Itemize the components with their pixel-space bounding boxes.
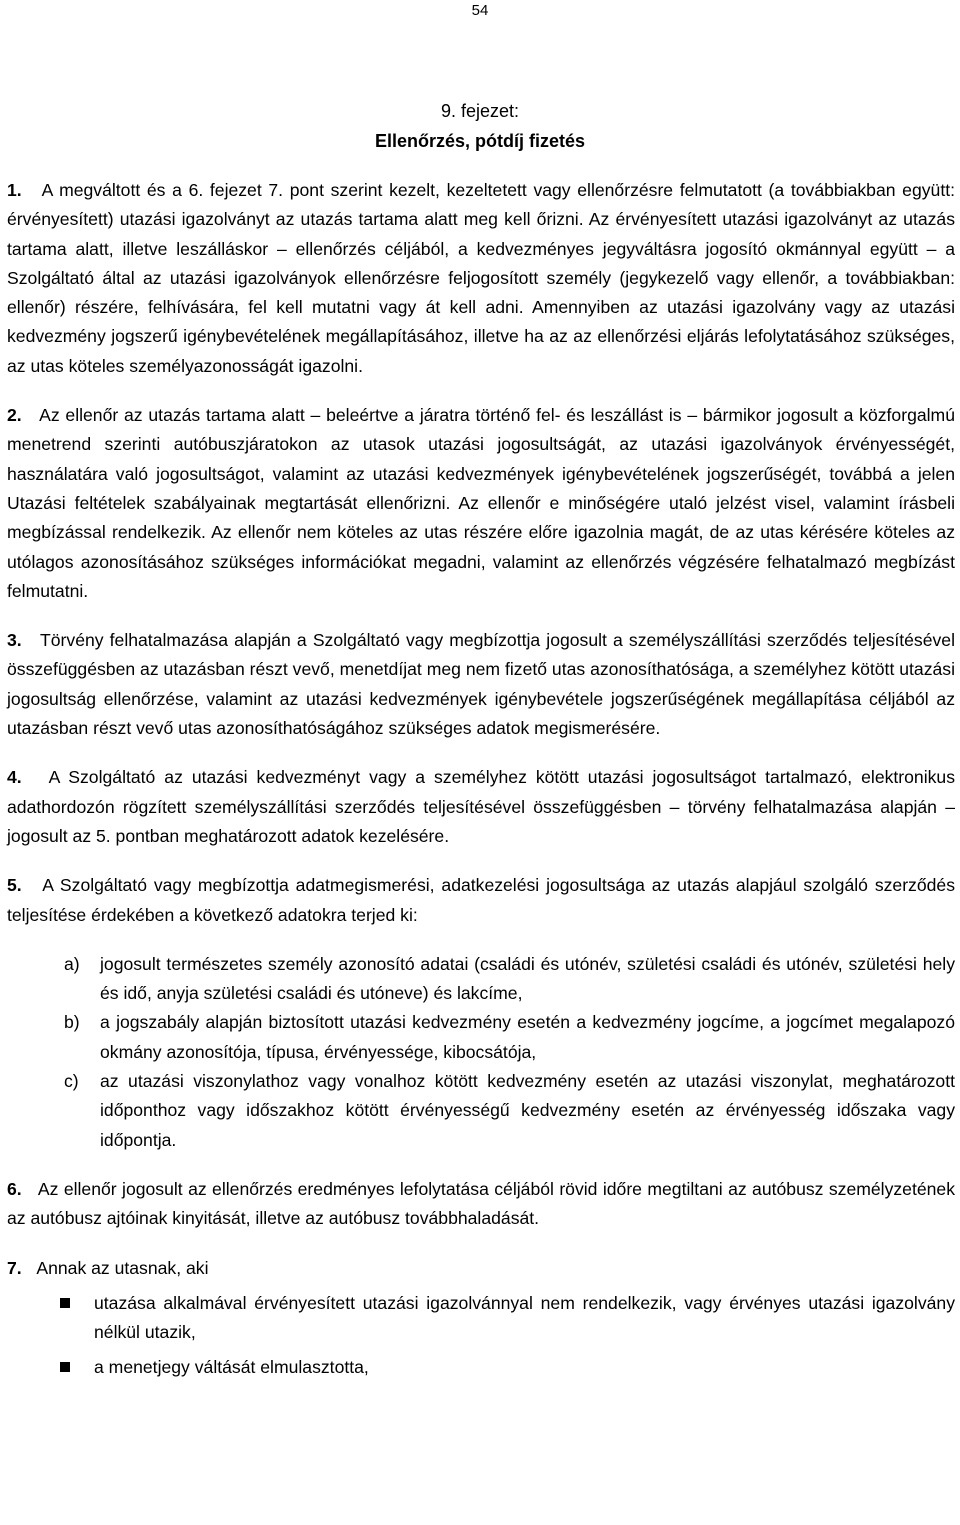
section-number: 5.	[7, 875, 22, 896]
list-item-text: az utazási viszonylathoz vagy vonalhoz kötött kedvezmény esetén az utazási viszonylat, meghatározott időponthoz vagy időszakhoz kötött érvényességű kedvezmény esetén az érvényesség időszaka vagy időpontja.	[100, 1071, 955, 1150]
list-item	[7, 1067, 955, 1155]
section-text: Törvény felhatalmazása alapján a Szolgáltató vagy megbízottja jogosult a személyszállítási szerződés teljesítésével összefüggésben az utazásban részt vevő, menetdíjat meg nem fizető utas azonosíthatósága, a személyhez kötött utazási jogosultság ellenőrzése, valamint az utazási kedvezmények igénybevétele jogszerűségének megállapítása céljából az utazásban részt vevő utas azonosíthatóságához szükséges adatok megismerésére.	[7, 630, 955, 739]
chapter-title: Ellenőrzés, pótdíj fizetés	[374, 131, 586, 151]
bullet-item	[7, 1353, 955, 1382]
section-5-list	[7, 950, 955, 1155]
section-7	[7, 1254, 955, 1283]
section-2	[7, 401, 955, 606]
section-text: A Szolgáltató vagy megbízottja adatmegismerési, adatkezelési jogosultsága az utazás alapjául szolgáló szerződés teljesítése érdekében a következő adatokra terjed ki:	[7, 875, 956, 925]
list-item-text: jogosult természetes személy azonosító adatai (családi és utónév, születési családi és utónév, születési hely és idő, anyja születési családi és utóneve) és lakcíme,	[100, 953, 955, 1004]
section-text: A Szolgáltató az utazási kedvezményt vagy a személyhez kötött utazási jogosultságot tartalmazó, elektronikus adathordozón rögzített személyszállítási szerződés teljesítésével összefüggésben – törvény felhatalmazása alapján – jogosult az 5. pontban meghatározott adatok kezelésére.	[7, 767, 956, 846]
section-5	[7, 871, 955, 930]
list-item-text: a jogszabály alapján biztosított utazási kedvezmény esetén a kedvezmény jogcíme, a jogcímet megalapozó okmány azonosítója, típusa, érvényessége, kibocsátója,	[100, 1012, 955, 1062]
section-1	[7, 176, 955, 381]
bullet-text: a menetjegy váltását elmulasztotta,	[94, 1357, 369, 1378]
section-number: 2.	[7, 405, 22, 426]
section-text: Annak az utasnak, aki	[36, 1257, 209, 1278]
section-text: A megváltott és a 6. fejezet 7. pont szerint kezelt, kezeltetett vagy ellenőrzésre felmutatott (a továbbiakban együtt: érvényesített) utazási igazolványt az utazás tartama alatt meg kell őrizni. Az érvényesített utazási igazolványt az utazás tartama alatt, illetve leszálláskor – ellenőrzés céljából, a kedvezményes jegyváltásra jogosító okmánnyal együtt – a Szolgáltató által az utazási igazolványok ellenőrzésre feljogosított személy (jegykezelő vagy ellenőr, a továbbiakban: ellenőr) részére, felhívására, fel kell mutatni vagy át kell adni. Amennyiben az utazási igazolvány vagy az utazási kedvezmény jogszerű igénybevételének megállapításához, illetve ha az az ellenőrzési eljárás lefolytatásához szükséges, az utas köteles személyazonosságát igazolni.	[7, 180, 955, 376]
section-6	[7, 1175, 955, 1234]
chapter-heading	[0, 96, 960, 156]
section-number: 6.	[7, 1178, 22, 1199]
section-text: Az ellenőr az utazás tartama alatt – beleértve a járatra történő fel- és leszállást is – bármikor jogosult a közforgalmú menetrend szerinti autóbuszjáratokon az utasok utazási jogosultságát, az utazási igazolványok érvényességét, használatára való jogosultságot, valamint az utazási kedvezmények igénybevételének jogszerűségét, továbbá a jelen Utazási feltételek szabályainak megtartását ellenőrizni. Az ellenőr e minőségére utaló jelzést visel, valamint írásbeli megbízással rendelkezik. Az ellenőr nem köteles az utas részére előre igazolnia magát, de az utas kérésére köteles az utólagos azonosításához szükséges információkat megadni, valamint az ellenőrzés végzésére felhatalmazó megbízást felmutatni.	[7, 405, 955, 601]
section-number: 4.	[7, 767, 22, 788]
bullet-text: utazása alkalmával érvényesített utazási igazolvánnyal nem rendelkezik, vagy érvényes utazási igazolvány nélkül utazik,	[94, 1292, 955, 1343]
bullet-item	[7, 1289, 955, 1348]
square-bullet-icon	[60, 1298, 70, 1308]
list-item-label: a)	[64, 953, 80, 974]
list-item	[7, 950, 955, 1009]
section-7-bullets	[7, 1289, 955, 1383]
section-3	[7, 626, 955, 743]
page-number: 54	[471, 2, 489, 19]
list-item-label: b)	[64, 1012, 80, 1033]
chapter-body	[7, 176, 955, 1389]
list-item	[7, 1008, 955, 1067]
section-4	[7, 763, 955, 851]
section-number: 7.	[7, 1257, 22, 1278]
section-text: Az ellenőr jogosult az ellenőrzés eredményes lefolytatása céljából rövid időre megtiltani az autóbusz személyzetének az autóbusz ajtóinak kinyitását, illetve az autóbusz továbbhaladását.	[7, 1178, 955, 1229]
section-number: 3.	[7, 630, 22, 651]
square-bullet-icon	[60, 1362, 70, 1372]
list-item-label: c)	[64, 1071, 79, 1092]
chapter-label: 9. fejezet:	[440, 101, 520, 121]
section-number: 1.	[7, 180, 22, 200]
